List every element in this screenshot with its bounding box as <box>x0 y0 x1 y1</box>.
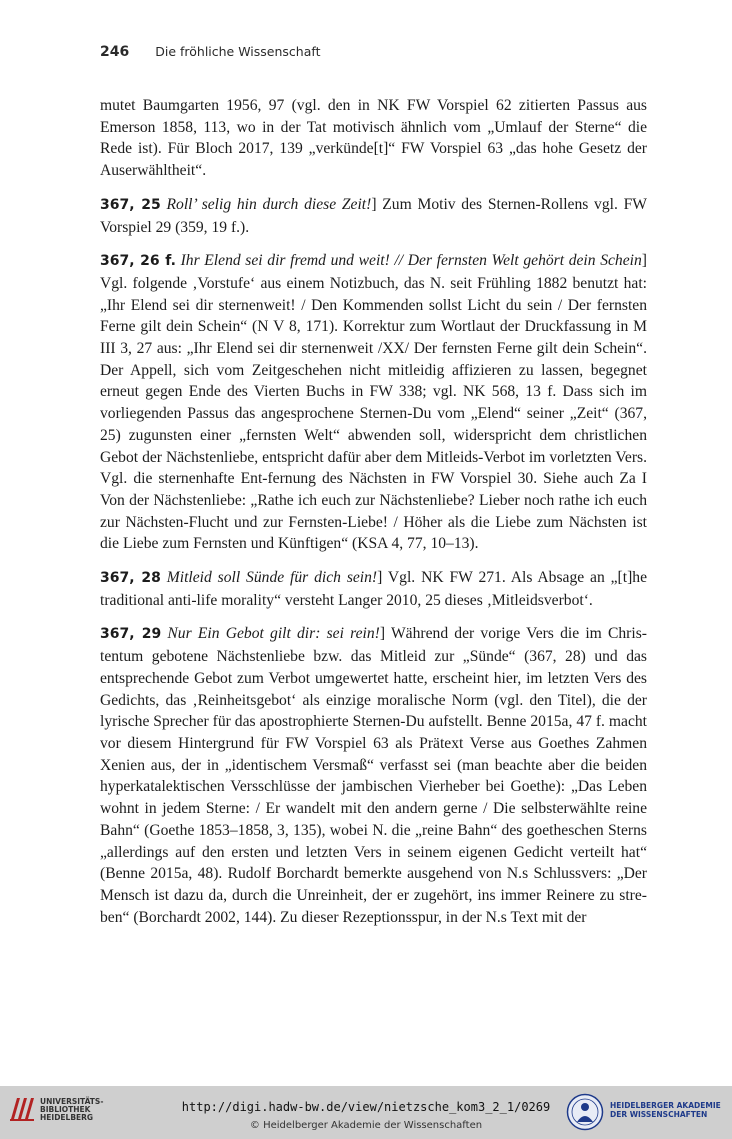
lemma: Roll’ selig hin durch diese Zeit! <box>166 195 372 213</box>
paragraph-text: ] Vgl. folgende ‚Vorstufe‘ aus einem Notizbuch, das N. seit Frühling 1882 benutzt hat: „Ihr Elend sei dir sternenweit! / Den Kommenden sollst Licht du sein / Der fernsten Ferne gilt dein Schein“ (N V 8, 171). Korrektur zum Wortlaut der Druckfassung in M III 3, 27 aus: „Ihr Elend sei dir sternenweit /XX/ Der fernsten Ferne gilt dein Schein“. Der Appell, sich vom Zeitgeschehen nicht mitleidig affizieren zu lassen, begegnet erneut gegen Ende des Vierten Buchs in FW 338; vgl. NK 568, 13 f. Dass sich im vorliegenden Passus das angesprochene Sternen-Du vom „Elend“ seiner „Zeit“ (367, 25) zugunsten einer „fernsten Welt“ abwenden soll, widerspricht dem christlichen Gebot der Nächstenliebe, entspricht dafür aber dem Mitleids-Verbot im vorletzten Vers. Vgl. die sternenhafte Ent-fernung des Nächsten in FW Vorspiel 30. Siehe auch Za I Von der Nächstenliebe: „Rathe ich euch zur Nächstenliebe? Lieber noch rathe ich euch zur Nächsten-Flucht und zur Fernsten-Liebe! / Höher als die Liebe zum Nächsten ist die Liebe zum Fernsten und Künftigen“ (KSA 4, 77, 10–13). <box>100 252 647 553</box>
lemma: Mitleid soll Sünde für dich sein! <box>166 569 378 587</box>
commentary-paragraph <box>100 95 647 182</box>
line-reference: 367, 28 <box>100 570 161 587</box>
library-name-line: HEIDELBERG <box>40 1113 94 1122</box>
line-reference: 367, 25 <box>100 196 161 213</box>
paragraph-text: mutet Baumgarten 1956, 97 (vgl. den in NK FW Vorspiel 62 zitierten Passus aus Emerson 1858, 113, wo in der Tat motivisch ähnlich vom „Umlauf der Sterne“ die Rede ist). Für Bloch 2017, 139 „verkünde[t]“ FW Vorspiel 63 „das hohe Gesetz der Auserwähltheit“. <box>100 97 647 180</box>
academy-name-line: HEIDELBERGER AKADEMIE <box>610 1101 721 1110</box>
academy-name <box>610 1101 721 1119</box>
commentary-paragraph <box>100 250 647 555</box>
digitization-footer <box>0 1086 732 1139</box>
paragraph-text: ] Vgl. NK FW 271. Als Absage an „[t]he traditional anti-life morality“ versteht Langer 2010, 25 dieses ‚Mitleidsverbot‘. <box>100 569 647 609</box>
commentary-paragraph <box>100 194 647 238</box>
library-name-line: UNIVERSITÄTS- <box>40 1097 104 1106</box>
page-number: 246 <box>100 44 130 60</box>
commentary-paragraph <box>100 567 647 611</box>
lemma: Ihr Elend sei dir fremd und weit! // Der fernsten Welt gehört dein Schein <box>180 252 642 270</box>
running-title: Die fröhliche Wissenschaft <box>155 44 321 59</box>
academy-seal-icon <box>566 1093 604 1131</box>
commentary-paragraph <box>100 623 647 928</box>
line-reference: 367, 26 f. <box>100 253 176 270</box>
source-url-link[interactable]: http://digi.hadw-bw.de/view/nietzsche_kom3_2_1/0269 <box>181 1100 551 1114</box>
paragraph-text: ] Während der vorige Vers die im Christentum gebotene Nächstenliebe bzw. das Mitleid zur „Sünde“ (367, 28) und das entsprechende Gebot zum Verbot umgewertet hatte, erscheint hier, im letzten Vers des Gedichts, das ‚Reinheitsgebot‘ als einzige moralische Norm (vgl. den Titel), die der lyrische Sprecher für das apostrophierte Sternen-Du aufstellt. Benne 2015a, 47 f. macht vor diesem Hintergrund für FW Vorspiel 63 als Prätext Verse aus Goethes Zahmen Xenien aus, der in „identischem Versmaß“ verfasst sei (man beachte aber die beiden hyperkatalektischen Versschlüsse der jambischen Vierheber bei Goethe): „Das Leben wohnt in jedem Sterne: / Er wandelt mit den andern gerne / Die selbsterwählte reine Bahn“ (Goethe 1853–1858, 3, 135), wobei N. die „reine Bahn“ des goetheschen Sterns „allerdings auf den ersten und letzten Vers in seinem eigenen Gedicht verteilt hat“ (Benne 2015a, 48). Rudolf Borchardt bemerkte ausgehend von N.s Schlussvers: „Der Mensch ist dazu da, durch die Unreinheit, der er zugehört, ins immer Reinere zu streben“ (Borchardt 2002, 144). Zu dieser Rezeptionsspur, in der N.s Text mit der <box>100 625 647 926</box>
line-reference: 367, 29 <box>100 626 162 643</box>
running-header <box>100 44 320 60</box>
paragraph-text: ] Zum Motiv des Sternen-Rollens vgl. FW Vorspiel 29 (359, 19 f.). <box>100 195 648 236</box>
copyright-notice: © Heidelberger Akademie der Wissenschaften <box>249 1120 483 1131</box>
library-name-line: BIBLIOTHEK <box>40 1105 91 1114</box>
commentary-body <box>100 95 647 940</box>
academy-name-line: DER WISSENSCHAFTEN <box>610 1110 708 1119</box>
lemma: Nur Ein Gebot gilt dir: sei rein! <box>167 625 380 643</box>
